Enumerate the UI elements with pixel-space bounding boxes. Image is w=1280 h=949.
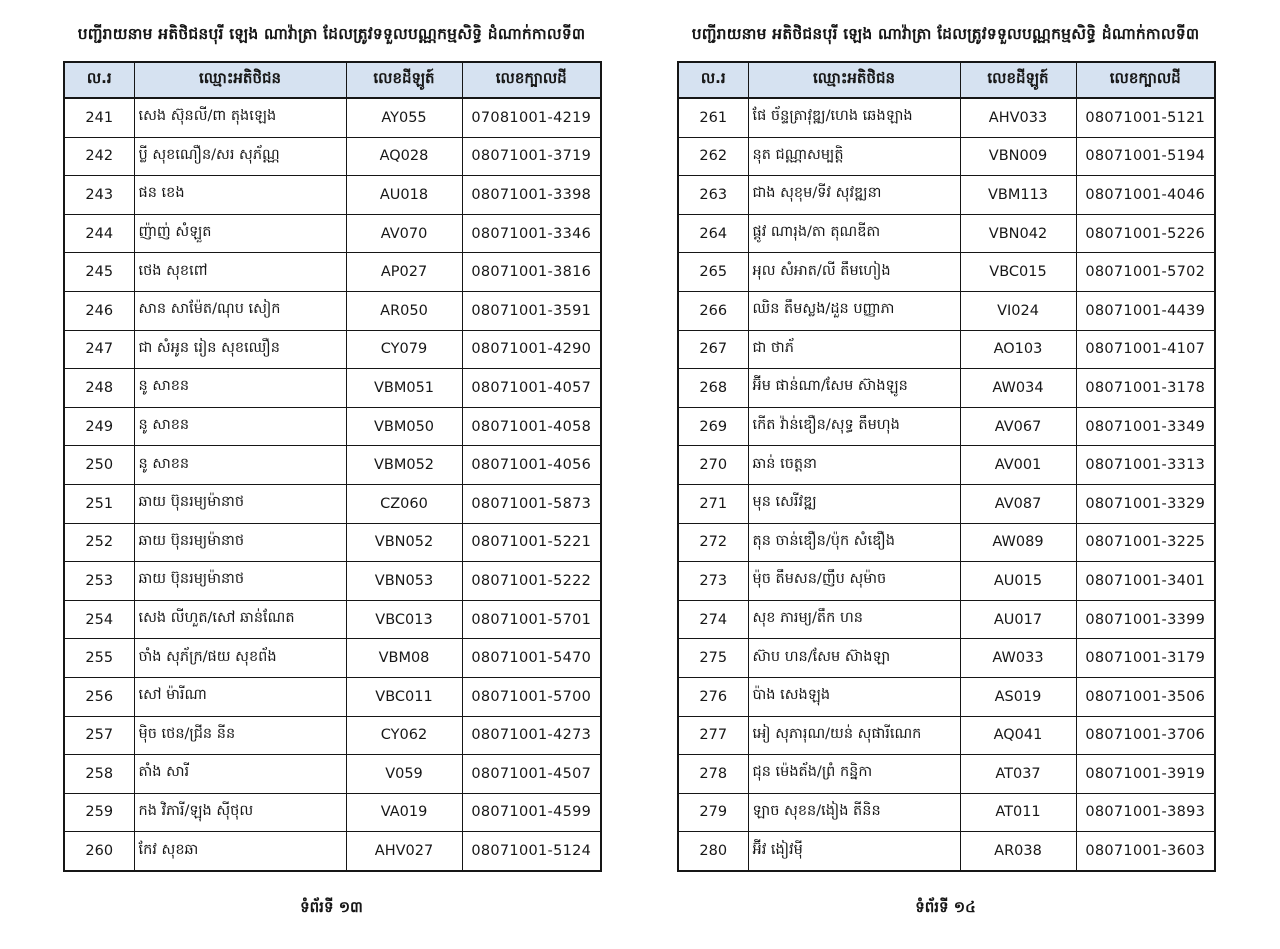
customer-name-cell: ជា សំអូន រៀន សុខឈឿន	[134, 330, 346, 369]
table-row	[678, 330, 1215, 369]
lot-number-cell: AU017	[960, 600, 1076, 639]
serial-no-cell: 242	[64, 137, 134, 176]
lot-number-cell: AY055	[346, 98, 462, 137]
serial-no-cell: 279	[678, 793, 748, 832]
serial-no-cell: 252	[64, 523, 134, 562]
lot-number-cell: AO103	[960, 330, 1076, 369]
serial-no-cell: 247	[64, 330, 134, 369]
serial-no-cell: 262	[678, 137, 748, 176]
customer-name-cell: នុត ជណ្ណាសម្បត្តិ	[748, 137, 960, 176]
table-row	[678, 562, 1215, 601]
serial-no-cell: 248	[64, 369, 134, 408]
column-header-customer-name: ឈ្មោះអតិថិជន	[748, 62, 960, 98]
table-row	[678, 484, 1215, 523]
title-number-cell: 08071001-3506	[1076, 677, 1215, 716]
customer-name-cell: ជា ថាភ័	[748, 330, 960, 369]
customer-name-cell: ឆាយ ប៊ុនរម្យម៉ានាថ	[134, 484, 346, 523]
table-row	[678, 716, 1215, 755]
table-row	[678, 523, 1215, 562]
table-row	[678, 639, 1215, 678]
lot-number-cell: AQ028	[346, 137, 462, 176]
title-number-cell: 08071001-5222	[462, 562, 601, 601]
lot-number-cell: AS019	[960, 677, 1076, 716]
customer-name-cell: ផ្ដូវ ណារុង/តា តុណឌីតា	[748, 214, 960, 253]
page-title-right: បញ្ជីរាយនាម អតិថិជនបុរី ឡេង ណាវ៉ាត្រា ដែលត្រូវទទួលបណ្ណកម្មសិទ្ធិ ដំណាក់កាលទី៣	[691, 25, 1200, 43]
lot-number-cell: AR038	[960, 832, 1076, 871]
serial-no-cell: 241	[64, 98, 134, 137]
table-row	[64, 253, 601, 292]
customer-name-cell: មុន សេរីវឌ្ឍ	[748, 484, 960, 523]
table-row	[678, 369, 1215, 408]
customer-name-cell: សេង លីហួត/សៅ ឆាន់ណែត	[134, 600, 346, 639]
column-header-lot-number: លេខដីឡូត៍	[346, 62, 462, 98]
title-number-cell: 08071001-5873	[462, 484, 601, 523]
title-number-cell: 08071001-3401	[1076, 562, 1215, 601]
table-row	[64, 369, 601, 408]
serial-no-cell: 264	[678, 214, 748, 253]
customer-name-cell: អ៊ីវ ងៀវម៉ី	[748, 832, 960, 871]
customer-name-cell: តុន ចាន់ឌឿន/ប៉ុក សំឌឿង	[748, 523, 960, 562]
title-number-cell: 08071001-4290	[462, 330, 601, 369]
title-number-cell: 08071001-3313	[1076, 446, 1215, 485]
customer-name-cell: ញ៉ាញ់ សំឡួត	[134, 214, 346, 253]
lot-number-cell: VBC011	[346, 677, 462, 716]
column-header-serial-no: ល.រ	[678, 62, 748, 98]
table-row	[678, 793, 1215, 832]
lot-number-cell: VBM050	[346, 407, 462, 446]
title-number-cell: 08071001-3225	[1076, 523, 1215, 562]
customer-table-left	[63, 61, 602, 872]
customer-name-cell: សុខ ភារម្យ/តឹក ហន	[748, 600, 960, 639]
customer-name-cell: ជុន ម៉េងត័ង/ព្រំ កន្និកា	[748, 755, 960, 794]
serial-no-cell: 253	[64, 562, 134, 601]
serial-no-cell: 257	[64, 716, 134, 755]
customer-name-cell: សាន សាម៉ែត/ណុប សៀក	[134, 291, 346, 330]
serial-no-cell: 278	[678, 755, 748, 794]
title-number-cell: 08071001-5124	[462, 832, 601, 871]
customer-name-cell: ប៉ាង សេងឡុង	[748, 677, 960, 716]
table-row	[678, 253, 1215, 292]
serial-no-cell: 269	[678, 407, 748, 446]
table-row	[678, 407, 1215, 446]
customer-name-cell: សេង ស៊ុនលី/ពា តុងឡេង	[134, 98, 346, 137]
table-header-row	[678, 62, 1215, 98]
lot-number-cell: VBM052	[346, 446, 462, 485]
column-header-title-number: លេខក្បាលដី	[1076, 62, 1215, 98]
table-row	[64, 214, 601, 253]
title-number-cell: 08071001-3706	[1076, 716, 1215, 755]
lot-number-cell: VBN053	[346, 562, 462, 601]
title-number-cell: 08071001-4599	[462, 793, 601, 832]
table-row	[64, 523, 601, 562]
serial-no-cell: 263	[678, 176, 748, 215]
customer-name-cell: នូ សាខន	[134, 369, 346, 408]
table-row	[64, 484, 601, 523]
serial-no-cell: 243	[64, 176, 134, 215]
title-number-cell: 08071001-4058	[462, 407, 601, 446]
title-number-cell: 08071001-5121	[1076, 98, 1215, 137]
table-panel-left	[63, 14, 600, 949]
customer-name-cell: សៅ ម៉ារីណា	[134, 677, 346, 716]
serial-no-cell: 258	[64, 755, 134, 794]
column-header-title-number: លេខក្បាលដី	[462, 62, 601, 98]
customer-name-cell: នូ សាខន	[134, 407, 346, 446]
customer-name-cell: មុិច ថេន/ជ្រីន នីន	[134, 716, 346, 755]
page-title-left: បញ្ជីរាយនាម អតិថិជនបុរី ឡេង ណាវ៉ាត្រា ដែលត្រូវទទួលបណ្ណកម្មសិទ្ធិ ដំណាក់កាលទី៣	[77, 25, 586, 43]
title-number-cell: 08071001-3346	[462, 214, 601, 253]
customer-name-cell: ប្លី សុខណឿន/សរ សុភ័ណ្ណ	[134, 137, 346, 176]
serial-no-cell: 256	[64, 677, 134, 716]
serial-no-cell: 259	[64, 793, 134, 832]
lot-number-cell: AU018	[346, 176, 462, 215]
customer-name-cell: ឆាយ ប៊ុនរម្យម៉ានាថ	[134, 523, 346, 562]
table-row	[678, 832, 1215, 871]
lot-number-cell: AT037	[960, 755, 1076, 794]
table-row	[64, 639, 601, 678]
title-number-cell: 08071001-4107	[1076, 330, 1215, 369]
serial-no-cell: 272	[678, 523, 748, 562]
table-panel-right	[677, 14, 1214, 949]
table-row	[64, 98, 601, 137]
serial-no-cell: 271	[678, 484, 748, 523]
title-number-cell: 08071001-5700	[462, 677, 601, 716]
title-number-cell: 08071001-3603	[1076, 832, 1215, 871]
title-number-cell: 08071001-4507	[462, 755, 601, 794]
lot-number-cell: VBM08	[346, 639, 462, 678]
title-number-cell: 08071001-3919	[1076, 755, 1215, 794]
table-row	[64, 600, 601, 639]
lot-number-cell: AHV027	[346, 832, 462, 871]
title-number-cell: 08071001-4057	[462, 369, 601, 408]
title-number-cell: 08071001-3349	[1076, 407, 1215, 446]
title-number-cell: 08071001-3816	[462, 253, 601, 292]
lot-number-cell: AR050	[346, 291, 462, 330]
table-row	[64, 677, 601, 716]
column-header-serial-no: ល.រ	[64, 62, 134, 98]
customer-name-cell: ជាង សុខុម/ទីវ សុវឌ្ឍនា	[748, 176, 960, 215]
customer-name-cell: ឡាច សុខន/ងៀង តីនិន	[748, 793, 960, 832]
title-number-cell: 08071001-4046	[1076, 176, 1215, 215]
page-number-left: ទំព័រទី ១៣	[300, 897, 363, 916]
title-number-cell: 08071001-5226	[1076, 214, 1215, 253]
table-row	[678, 291, 1215, 330]
lot-number-cell: VBC013	[346, 600, 462, 639]
serial-no-cell: 268	[678, 369, 748, 408]
serial-no-cell: 276	[678, 677, 748, 716]
serial-no-cell: 245	[64, 253, 134, 292]
title-number-cell: 08071001-3591	[462, 291, 601, 330]
title-number-cell: 08071001-5702	[1076, 253, 1215, 292]
table-row	[678, 137, 1215, 176]
serial-no-cell: 275	[678, 639, 748, 678]
title-number-cell: 08071001-3719	[462, 137, 601, 176]
serial-no-cell: 244	[64, 214, 134, 253]
title-number-cell: 08071001-3893	[1076, 793, 1215, 832]
serial-no-cell: 251	[64, 484, 134, 523]
customer-name-cell: តាំង សារី	[134, 755, 346, 794]
customer-name-cell: ចាំង សុភ័ក្រ/ផយ សុខព័ង	[134, 639, 346, 678]
table-header-row	[64, 62, 601, 98]
title-number-cell: 08071001-4273	[462, 716, 601, 755]
lot-number-cell: V059	[346, 755, 462, 794]
column-header-lot-number: លេខដីឡូត៍	[960, 62, 1076, 98]
serial-no-cell: 261	[678, 98, 748, 137]
table-row	[64, 716, 601, 755]
customer-name-cell: ផែ ច័ន្ទត្រាវុឌ្ឍ/ហេង ឆេងឡាង	[748, 98, 960, 137]
serial-no-cell: 249	[64, 407, 134, 446]
lot-number-cell: AV067	[960, 407, 1076, 446]
table-row	[64, 291, 601, 330]
lot-number-cell: AV070	[346, 214, 462, 253]
serial-no-cell: 270	[678, 446, 748, 485]
title-number-cell: 08071001-3398	[462, 176, 601, 215]
lot-number-cell: AV001	[960, 446, 1076, 485]
customer-name-cell: ម៉ុច តឹមសន/ញឹប សុម៉ាច	[748, 562, 960, 601]
serial-no-cell: 250	[64, 446, 134, 485]
lot-number-cell: AW033	[960, 639, 1076, 678]
lot-number-cell: VBM051	[346, 369, 462, 408]
lot-number-cell: AW089	[960, 523, 1076, 562]
lot-number-cell: AV087	[960, 484, 1076, 523]
lot-number-cell: AW034	[960, 369, 1076, 408]
serial-no-cell: 255	[64, 639, 134, 678]
serial-no-cell: 277	[678, 716, 748, 755]
title-number-cell: 08071001-5221	[462, 523, 601, 562]
title-number-cell: 08071001-3178	[1076, 369, 1215, 408]
table-row	[678, 755, 1215, 794]
serial-no-cell: 254	[64, 600, 134, 639]
customer-name-cell: កង វិភារី/ឡុង ស៊ីថុល	[134, 793, 346, 832]
lot-number-cell: AQ041	[960, 716, 1076, 755]
customer-name-cell: ស៊ាប ហន/សែម ស៊ាងឡា	[748, 639, 960, 678]
serial-no-cell: 246	[64, 291, 134, 330]
title-number-cell: 08071001-3179	[1076, 639, 1215, 678]
serial-no-cell: 266	[678, 291, 748, 330]
table-row	[64, 832, 601, 871]
serial-no-cell: 267	[678, 330, 748, 369]
table-row	[64, 446, 601, 485]
customer-name-cell: ថេង សុខពៅ	[134, 253, 346, 292]
title-number-cell: 08071001-3329	[1076, 484, 1215, 523]
page-number-right: ទំព័រទី ១៤	[915, 897, 976, 916]
lot-number-cell: VBM113	[960, 176, 1076, 215]
lot-number-cell: CZ060	[346, 484, 462, 523]
table-row	[64, 407, 601, 446]
table-row	[64, 176, 601, 215]
table-row	[678, 176, 1215, 215]
customer-name-cell: កែវ សុខឆា	[134, 832, 346, 871]
table-row	[678, 214, 1215, 253]
lot-number-cell: VBN052	[346, 523, 462, 562]
table-row	[64, 755, 601, 794]
customer-name-cell: នូ សាខន	[134, 446, 346, 485]
customer-table-right	[677, 61, 1216, 872]
customer-name-cell: ឆាន់ ចេត្តនា	[748, 446, 960, 485]
lot-number-cell: VA019	[346, 793, 462, 832]
lot-number-cell: VBN042	[960, 214, 1076, 253]
customer-name-cell: អៀ សុភារុណ/យន់ សុផារីណេក	[748, 716, 960, 755]
column-header-customer-name: ឈ្មោះអតិថិជន	[134, 62, 346, 98]
table-row	[678, 98, 1215, 137]
lot-number-cell: AP027	[346, 253, 462, 292]
table-row	[64, 793, 601, 832]
title-number-cell: 08071001-3399	[1076, 600, 1215, 639]
table-row	[64, 137, 601, 176]
serial-no-cell: 280	[678, 832, 748, 871]
table-row	[64, 562, 601, 601]
title-number-cell: 08071001-5194	[1076, 137, 1215, 176]
serial-no-cell: 265	[678, 253, 748, 292]
lot-number-cell: AHV033	[960, 98, 1076, 137]
customer-name-cell: អុល សំអាត/លី តឹមហៀង	[748, 253, 960, 292]
customer-name-cell: ផន ខេង	[134, 176, 346, 215]
lot-number-cell: VBN009	[960, 137, 1076, 176]
customer-name-cell: កើត វ៉ាន់ឌឿន/សុទ្ធ តឹមហុង	[748, 407, 960, 446]
table-row	[678, 446, 1215, 485]
lot-number-cell: VBC015	[960, 253, 1076, 292]
lot-number-cell: CY079	[346, 330, 462, 369]
lot-number-cell: VI024	[960, 291, 1076, 330]
title-number-cell: 07081001-4219	[462, 98, 601, 137]
lot-number-cell: CY062	[346, 716, 462, 755]
customer-name-cell: អ៊ីម ផាន់ណា/សែម ស៊ាងឡូន	[748, 369, 960, 408]
lot-number-cell: AT011	[960, 793, 1076, 832]
lot-number-cell: AU015	[960, 562, 1076, 601]
table-row	[678, 600, 1215, 639]
title-number-cell: 08071001-5470	[462, 639, 601, 678]
table-row	[64, 330, 601, 369]
customer-name-cell: ឈិន តឹមស្លង/ដួន បញ្ញាភា	[748, 291, 960, 330]
title-number-cell: 08071001-5701	[462, 600, 601, 639]
title-number-cell: 08071001-4439	[1076, 291, 1215, 330]
title-number-cell: 08071001-4056	[462, 446, 601, 485]
serial-no-cell: 273	[678, 562, 748, 601]
table-row	[678, 677, 1215, 716]
serial-no-cell: 260	[64, 832, 134, 871]
customer-name-cell: ឆាយ ប៊ុនរម្យម៉ានាថ	[134, 562, 346, 601]
serial-no-cell: 274	[678, 600, 748, 639]
